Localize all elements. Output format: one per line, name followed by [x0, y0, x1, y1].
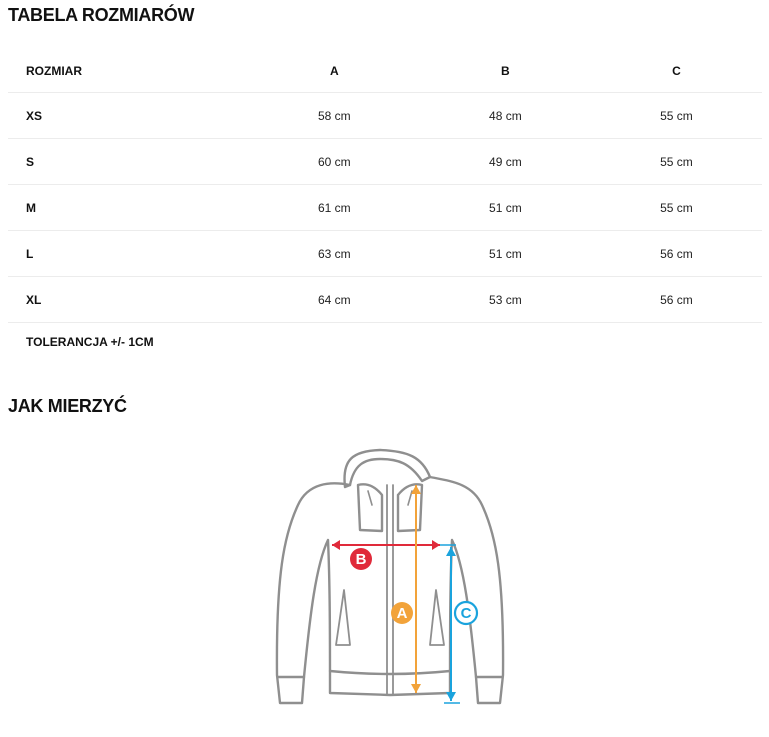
size-cell: S	[8, 139, 249, 185]
c-cell: 55 cm	[591, 139, 762, 185]
size-cell: M	[8, 185, 249, 231]
jacket-measure-diagram	[270, 445, 510, 715]
c-cell: 56 cm	[591, 231, 762, 277]
measure-a-arrow	[391, 485, 421, 693]
b-cell: 49 cm	[420, 139, 591, 185]
b-cell: 48 cm	[420, 93, 591, 139]
c-cell: 55 cm	[591, 185, 762, 231]
c-cell: 55 cm	[591, 93, 762, 139]
a-cell: 60 cm	[249, 139, 420, 185]
a-cell: 63 cm	[249, 231, 420, 277]
label-c: C	[460, 605, 472, 622]
a-cell: 58 cm	[249, 93, 420, 139]
table-row	[8, 185, 762, 231]
a-cell: 61 cm	[249, 185, 420, 231]
header-size: ROZMIAR	[8, 49, 249, 93]
c-cell: 56 cm	[591, 277, 762, 323]
header-a: A	[249, 49, 420, 93]
table-row	[8, 231, 762, 277]
table-row	[8, 93, 762, 139]
tolerance-note: TOLERANCJA +/- 1CM	[26, 335, 154, 349]
size-table-header-row	[8, 49, 762, 93]
size-chart-title: TABELA ROZMIARÓW	[8, 5, 195, 25]
size-cell: L	[8, 231, 249, 277]
how-to-measure-title: JAK MIERZYĆ	[8, 396, 127, 416]
header-c: C	[591, 49, 762, 93]
jacket-outline	[277, 450, 503, 703]
a-cell: 64 cm	[249, 277, 420, 323]
b-cell: 51 cm	[420, 185, 591, 231]
label-a: A	[396, 605, 408, 622]
b-cell: 53 cm	[420, 277, 591, 323]
size-table	[8, 49, 762, 323]
measure-b-arrow	[332, 540, 440, 570]
label-b: B	[355, 551, 367, 568]
header-b: B	[420, 49, 591, 93]
b-cell: 51 cm	[420, 231, 591, 277]
size-cell: XS	[8, 93, 249, 139]
table-row	[8, 277, 762, 323]
table-row	[8, 139, 762, 185]
size-cell: XL	[8, 277, 249, 323]
